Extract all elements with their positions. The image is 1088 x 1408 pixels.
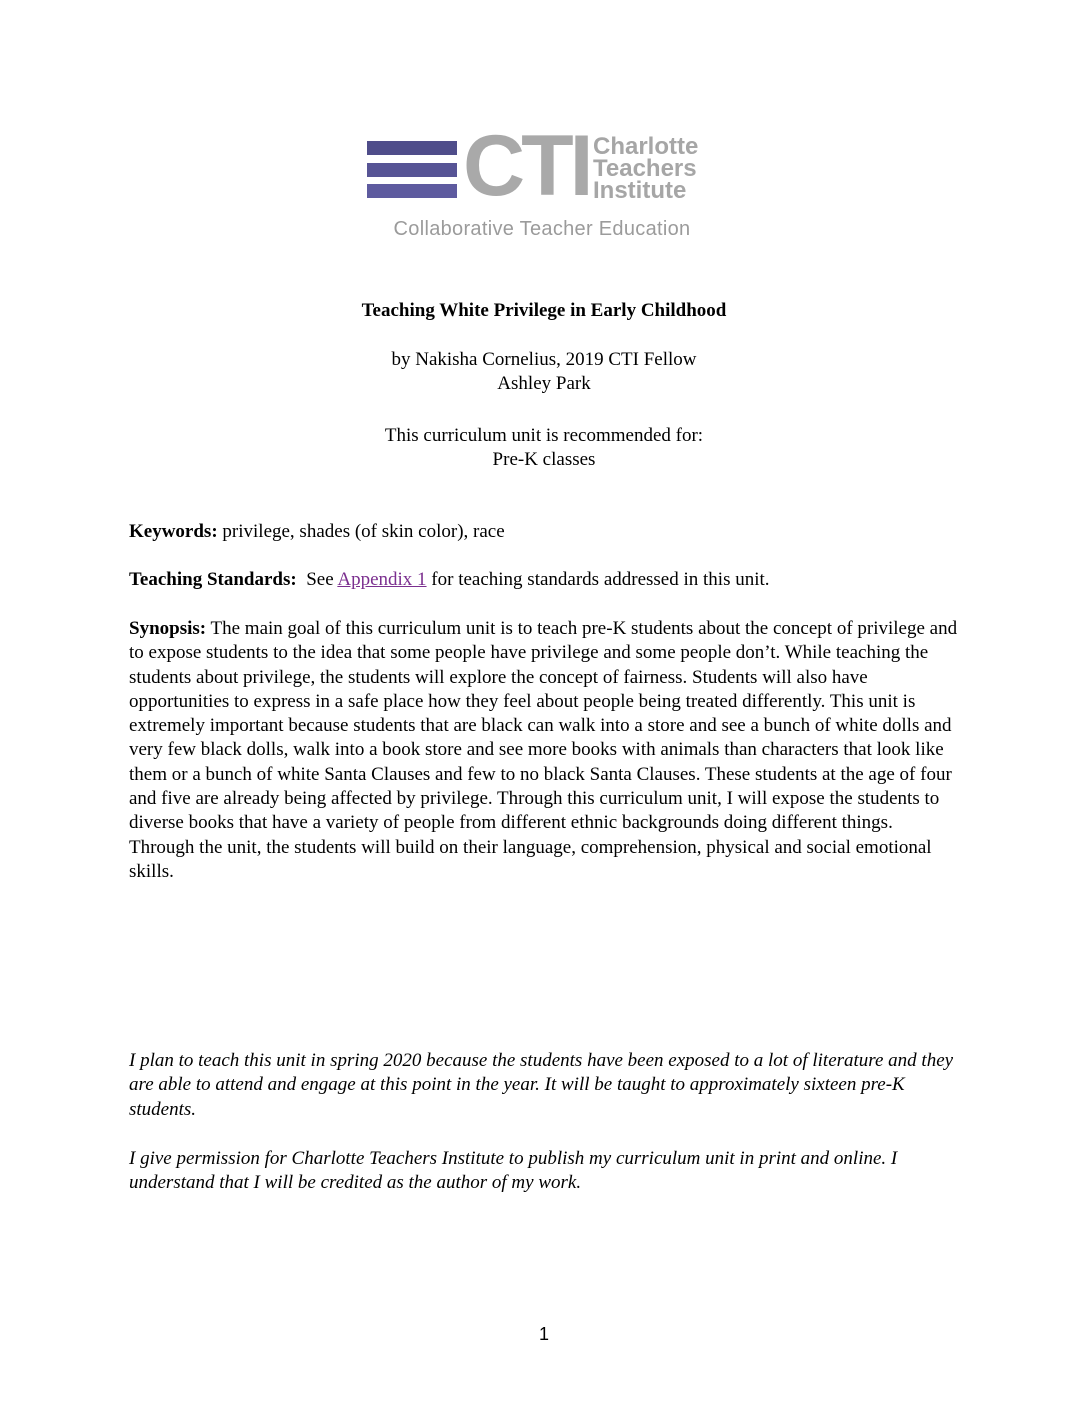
appendix-link[interactable]: Appendix 1 <box>337 569 427 590</box>
logo-mark: CTI <box>463 118 590 214</box>
plan-statement: I plan to teach this unit in spring 2020 because the students have been exposed to a lot of literature and they are able to attend and engage at this point in the year. It will be taught to approximately sixteen pre-K students. <box>129 1050 954 1120</box>
document-title: Teaching White Privilege in Early Childhood <box>361 300 727 321</box>
school-line: Ashley Park <box>497 373 591 394</box>
permission-statement: I give permission for Charlotte Teachers Institute to publish my curriculum unit in print and online. I understand that I will be credited as the author of my work. <box>129 1148 898 1194</box>
synopsis-label: Synopsis: <box>129 618 207 639</box>
byline <box>0 348 1088 396</box>
keywords-text: privilege, shades (of skin color), race <box>217 521 505 542</box>
author-line: by Nakisha Cornelius, 2019 CTI Fellow <box>391 349 697 370</box>
logo-stripe <box>367 141 457 155</box>
page-number: 1 <box>538 1324 549 1344</box>
recommendation-line: This curriculum unit is recommended for: <box>384 425 704 446</box>
logo-tagline: Collaborative Teacher Education <box>393 218 691 240</box>
recommendation <box>0 424 1088 472</box>
standards-pre: See <box>296 569 338 590</box>
logo-stripe <box>367 163 457 177</box>
keywords-paragraph <box>129 520 959 544</box>
synopsis-text: The main goal of this curriculum unit is to teach pre-K students about the concept of privilege and to expose students to the idea that some people have privilege and some people don’t. While teaching the students about privilege, the students will explore the concept of fairness. Students will also have opportunities to express in a safe place how they feel about people being treated differently. This unit is extremely important because students that are black can walk into a store and see a bunch of white dolls and very few black dolls, walk into a book store and see more books with animals than characters that look like them or a bunch of white Santa Clauses and few to no black Santa Clauses. These students at the age of four and five are already being affected by privilege. Through this curriculum unit, I will expose the students to diverse books that have a variety of people from different ethnic backgrounds doing different things. Through the unit, the students will build on their language, comprehension, physical and social emotional skills. <box>129 618 958 882</box>
keywords-label: Keywords: <box>129 521 218 542</box>
standards-label: Teaching Standards: <box>129 569 297 590</box>
cti-logo <box>367 118 727 244</box>
standards-post: for teaching standards addressed in this unit. <box>426 569 770 590</box>
logo-stripe <box>367 184 457 198</box>
logo-name: Charlotte Teachers Institute <box>593 133 699 204</box>
standards-paragraph <box>129 568 959 592</box>
recommendation-audience: Pre-K classes <box>492 449 596 470</box>
synopsis-paragraph <box>129 617 959 884</box>
